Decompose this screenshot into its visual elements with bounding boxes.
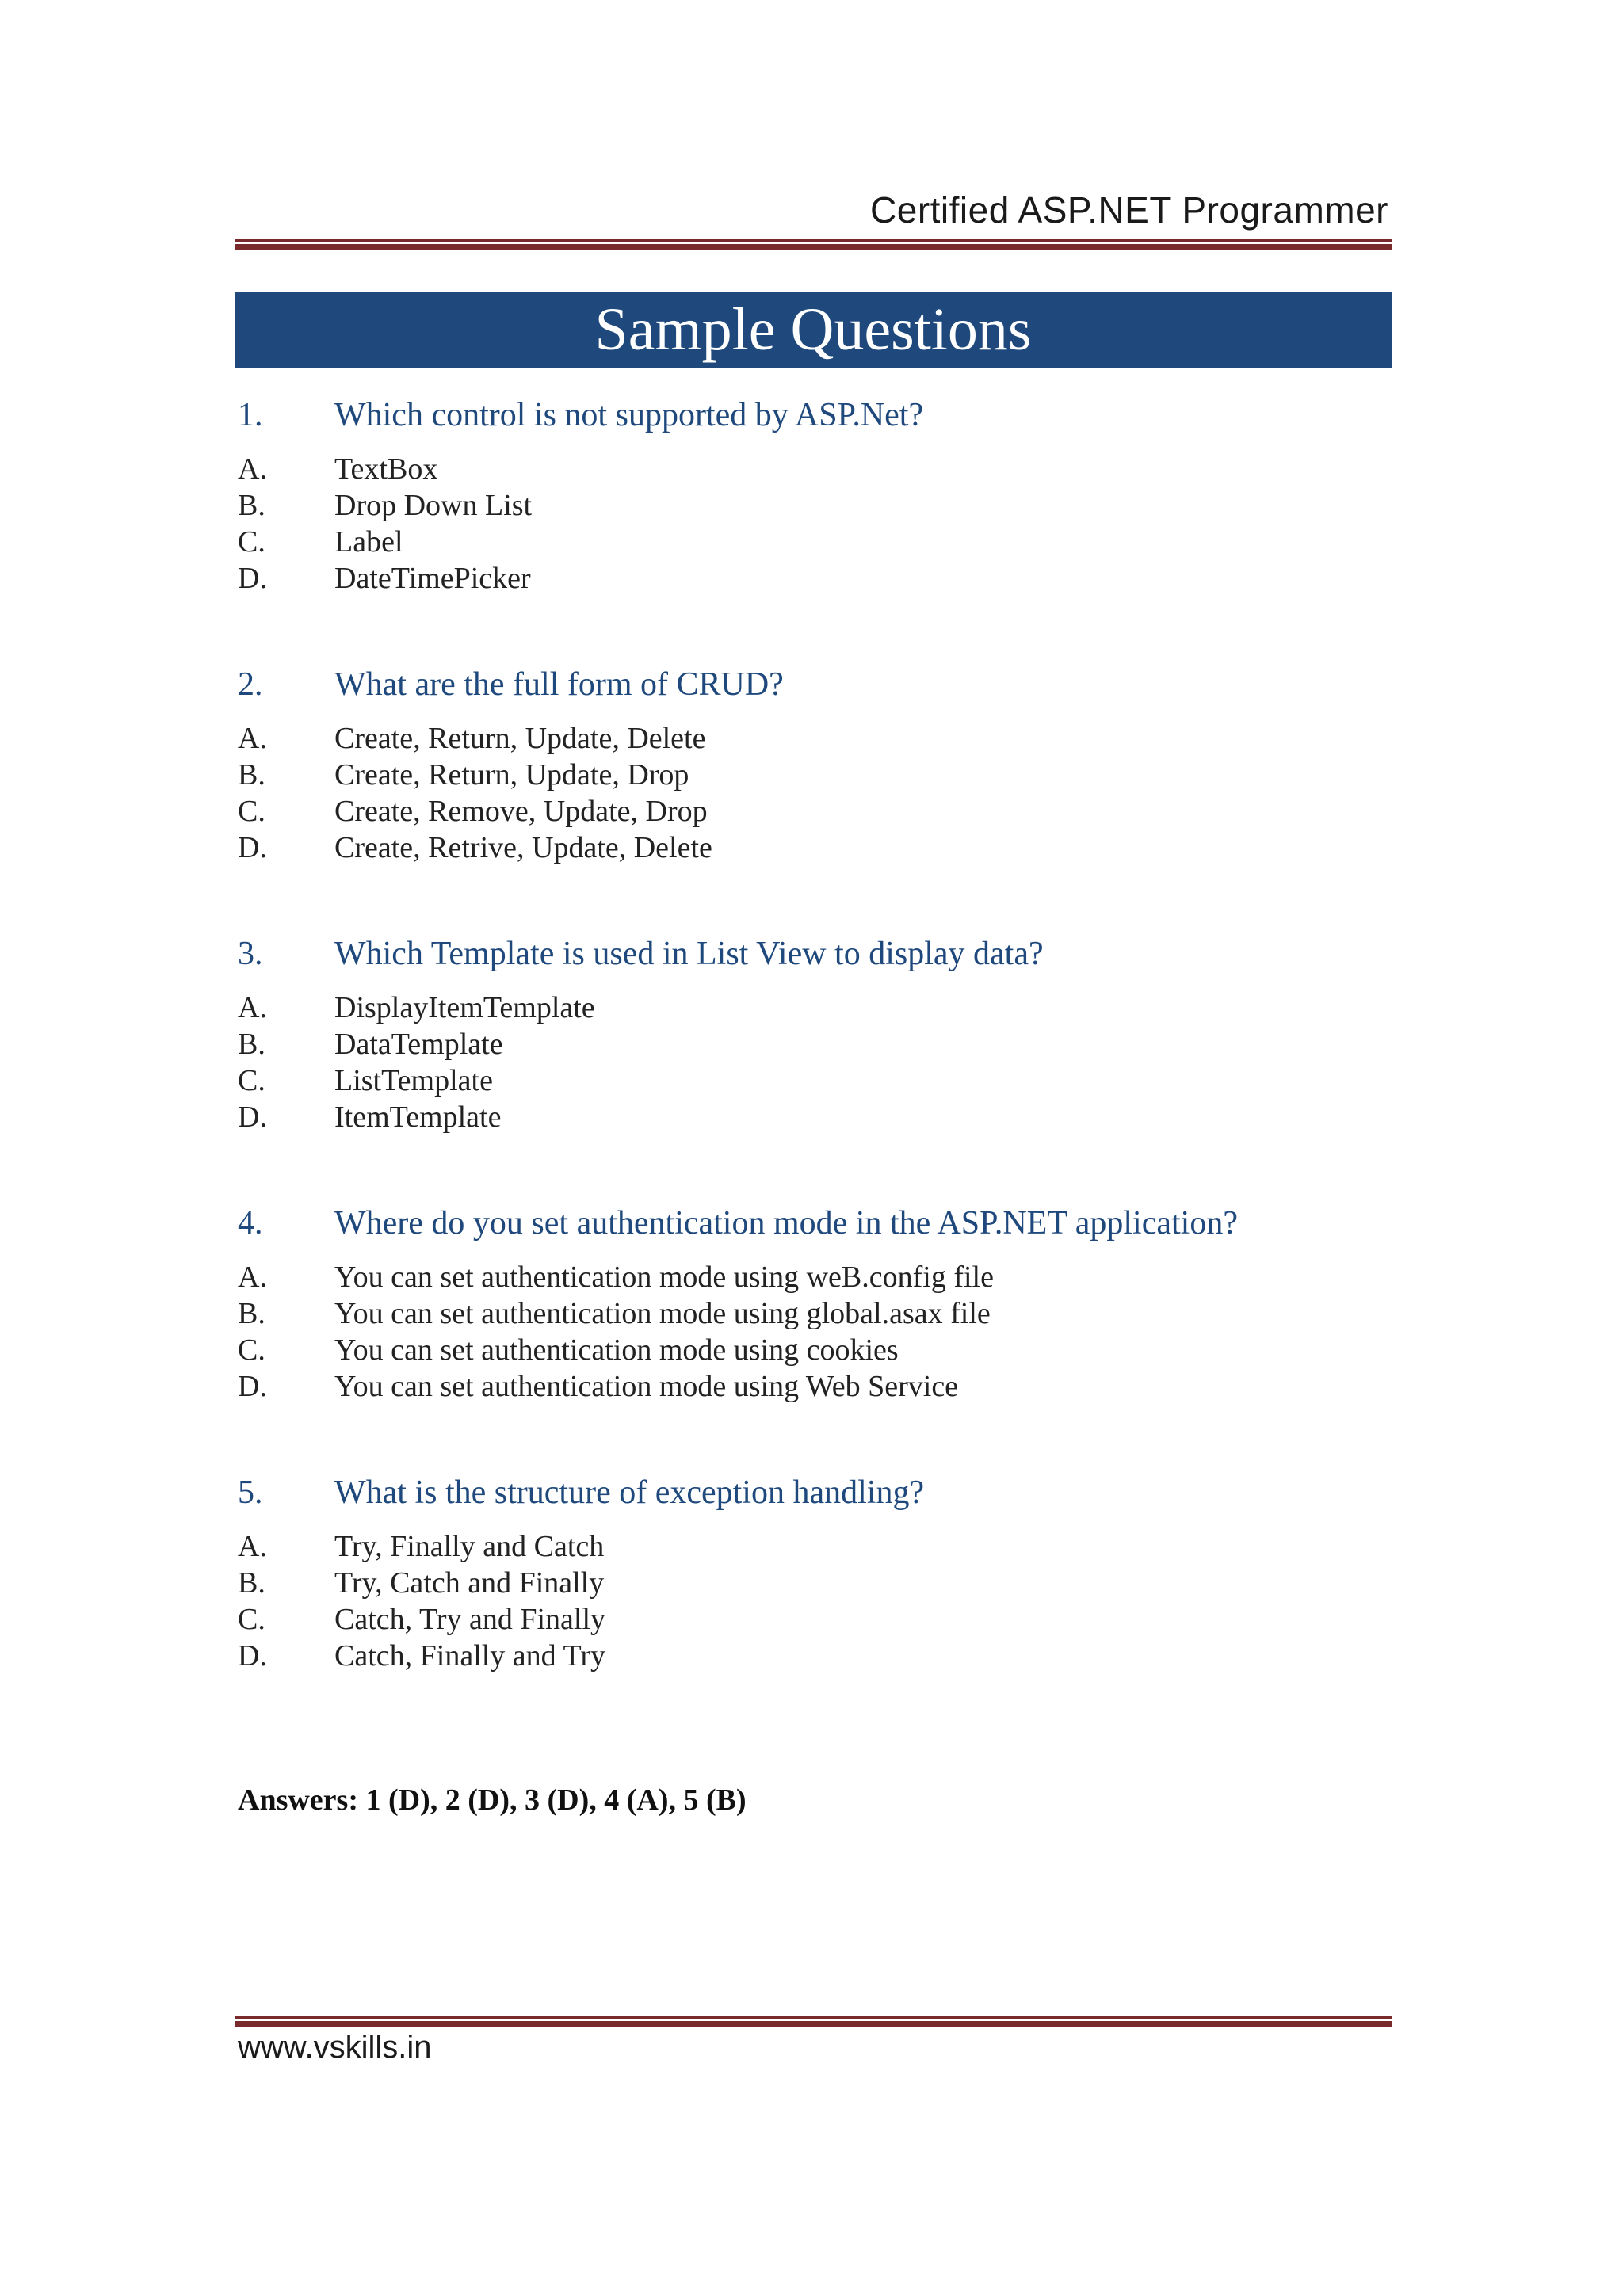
option-letter: A. [238, 452, 267, 486]
option-text: You can set authentication mode using weB.config file [334, 1261, 994, 1294]
option-item [238, 1566, 1395, 1602]
option-letter: D. [238, 1370, 267, 1403]
question-5 [238, 1474, 1395, 1675]
option-item [238, 488, 1395, 524]
option-list [238, 721, 1395, 867]
option-item [238, 1100, 1395, 1136]
option-text: Label [334, 525, 403, 559]
option-text: You can set authentication mode using cookies [334, 1333, 899, 1367]
option-text: DisplayItemTemplate [334, 991, 595, 1024]
question-text: What are the full form of CRUD? [334, 666, 784, 703]
option-item [238, 452, 1395, 488]
question-heading [238, 1204, 1395, 1255]
option-letter: B. [238, 1028, 265, 1061]
option-text: You can set authentication mode using Web Service [334, 1370, 959, 1403]
question-number: 1. [238, 397, 263, 433]
option-letter: D. [238, 831, 267, 864]
question-heading [238, 396, 1395, 447]
option-text: Drop Down List [334, 489, 533, 522]
question-heading [238, 1474, 1395, 1524]
option-text: ListTemplate [334, 1064, 493, 1097]
option-item [238, 990, 1395, 1027]
question-1 [238, 396, 1395, 597]
option-letter: C. [238, 1333, 265, 1367]
option-text: TextBox [334, 452, 438, 486]
question-heading [238, 935, 1395, 986]
option-item [238, 1529, 1395, 1566]
option-item [238, 1063, 1395, 1100]
option-item [238, 794, 1395, 830]
option-item [238, 1333, 1395, 1369]
option-letter: A. [238, 991, 267, 1024]
option-letter: C. [238, 1603, 265, 1636]
option-item [238, 721, 1395, 757]
option-item [238, 561, 1395, 597]
option-item [238, 1027, 1395, 1063]
option-text: You can set authentication mode using global.asax file [334, 1297, 991, 1330]
option-list [238, 1529, 1395, 1675]
option-item [238, 757, 1395, 794]
option-text: Create, Return, Update, Delete [334, 722, 706, 755]
option-letter: C. [238, 1064, 265, 1097]
option-letter: A. [238, 1261, 267, 1294]
option-letter: B. [238, 1566, 265, 1600]
question-3 [238, 935, 1395, 1136]
question-heading [238, 666, 1395, 716]
option-text: Catch, Finally and Try [334, 1639, 606, 1672]
option-text: Create, Remove, Update, Drop [334, 795, 708, 828]
option-text: Catch, Try and Finally [334, 1603, 606, 1636]
question-text: Where do you set authentication mode in the ASP.NET application? [334, 1205, 1238, 1241]
question-4 [238, 1204, 1395, 1405]
option-letter: C. [238, 525, 265, 559]
question-2 [238, 666, 1395, 867]
option-list [238, 452, 1395, 597]
banner-title: Sample Questions [594, 296, 1032, 363]
option-item [238, 1369, 1395, 1405]
option-letter: D. [238, 562, 267, 595]
option-letter: A. [238, 1530, 267, 1563]
header-divider [235, 239, 1392, 250]
option-item [238, 1602, 1395, 1638]
option-item [238, 524, 1395, 561]
option-item [238, 1296, 1395, 1333]
question-number: 5. [238, 1474, 263, 1511]
question-text: Which control is not supported by ASP.Net? [334, 397, 924, 433]
option-text: Create, Retrive, Update, Delete [334, 831, 712, 864]
option-text: Create, Return, Update, Drop [334, 758, 689, 791]
footer-divider [235, 2016, 1392, 2027]
option-letter: A. [238, 722, 267, 755]
question-number: 3. [238, 936, 263, 972]
option-text: DataTemplate [334, 1028, 503, 1061]
section-banner [235, 292, 1392, 368]
option-letter: B. [238, 489, 265, 522]
option-item [238, 830, 1395, 867]
question-text: Which Template is used in List View to display data? [334, 936, 1044, 972]
option-letter: D. [238, 1100, 267, 1134]
option-list [238, 1260, 1395, 1405]
answer-key: Answers: 1 (D), 2 (D), 3 (D), 4 (A), 5 (B) [238, 1783, 747, 1817]
footer-url[interactable]: www.vskills.in [238, 2030, 432, 2065]
option-letter: C. [238, 795, 265, 828]
option-letter: B. [238, 758, 265, 791]
option-letter: D. [238, 1639, 267, 1672]
header-title: Certified ASP.NET Programmer [870, 189, 1388, 231]
option-list [238, 990, 1395, 1136]
option-letter: B. [238, 1297, 265, 1330]
option-item [238, 1638, 1395, 1675]
option-text: Try, Finally and Catch [334, 1530, 605, 1563]
question-number: 4. [238, 1205, 263, 1241]
option-text: DateTimePicker [334, 562, 531, 595]
option-text: ItemTemplate [334, 1100, 502, 1134]
question-number: 2. [238, 666, 263, 703]
question-text: What is the structure of exception handling? [334, 1474, 925, 1511]
option-text: Try, Catch and Finally [334, 1566, 605, 1600]
option-item [238, 1260, 1395, 1296]
